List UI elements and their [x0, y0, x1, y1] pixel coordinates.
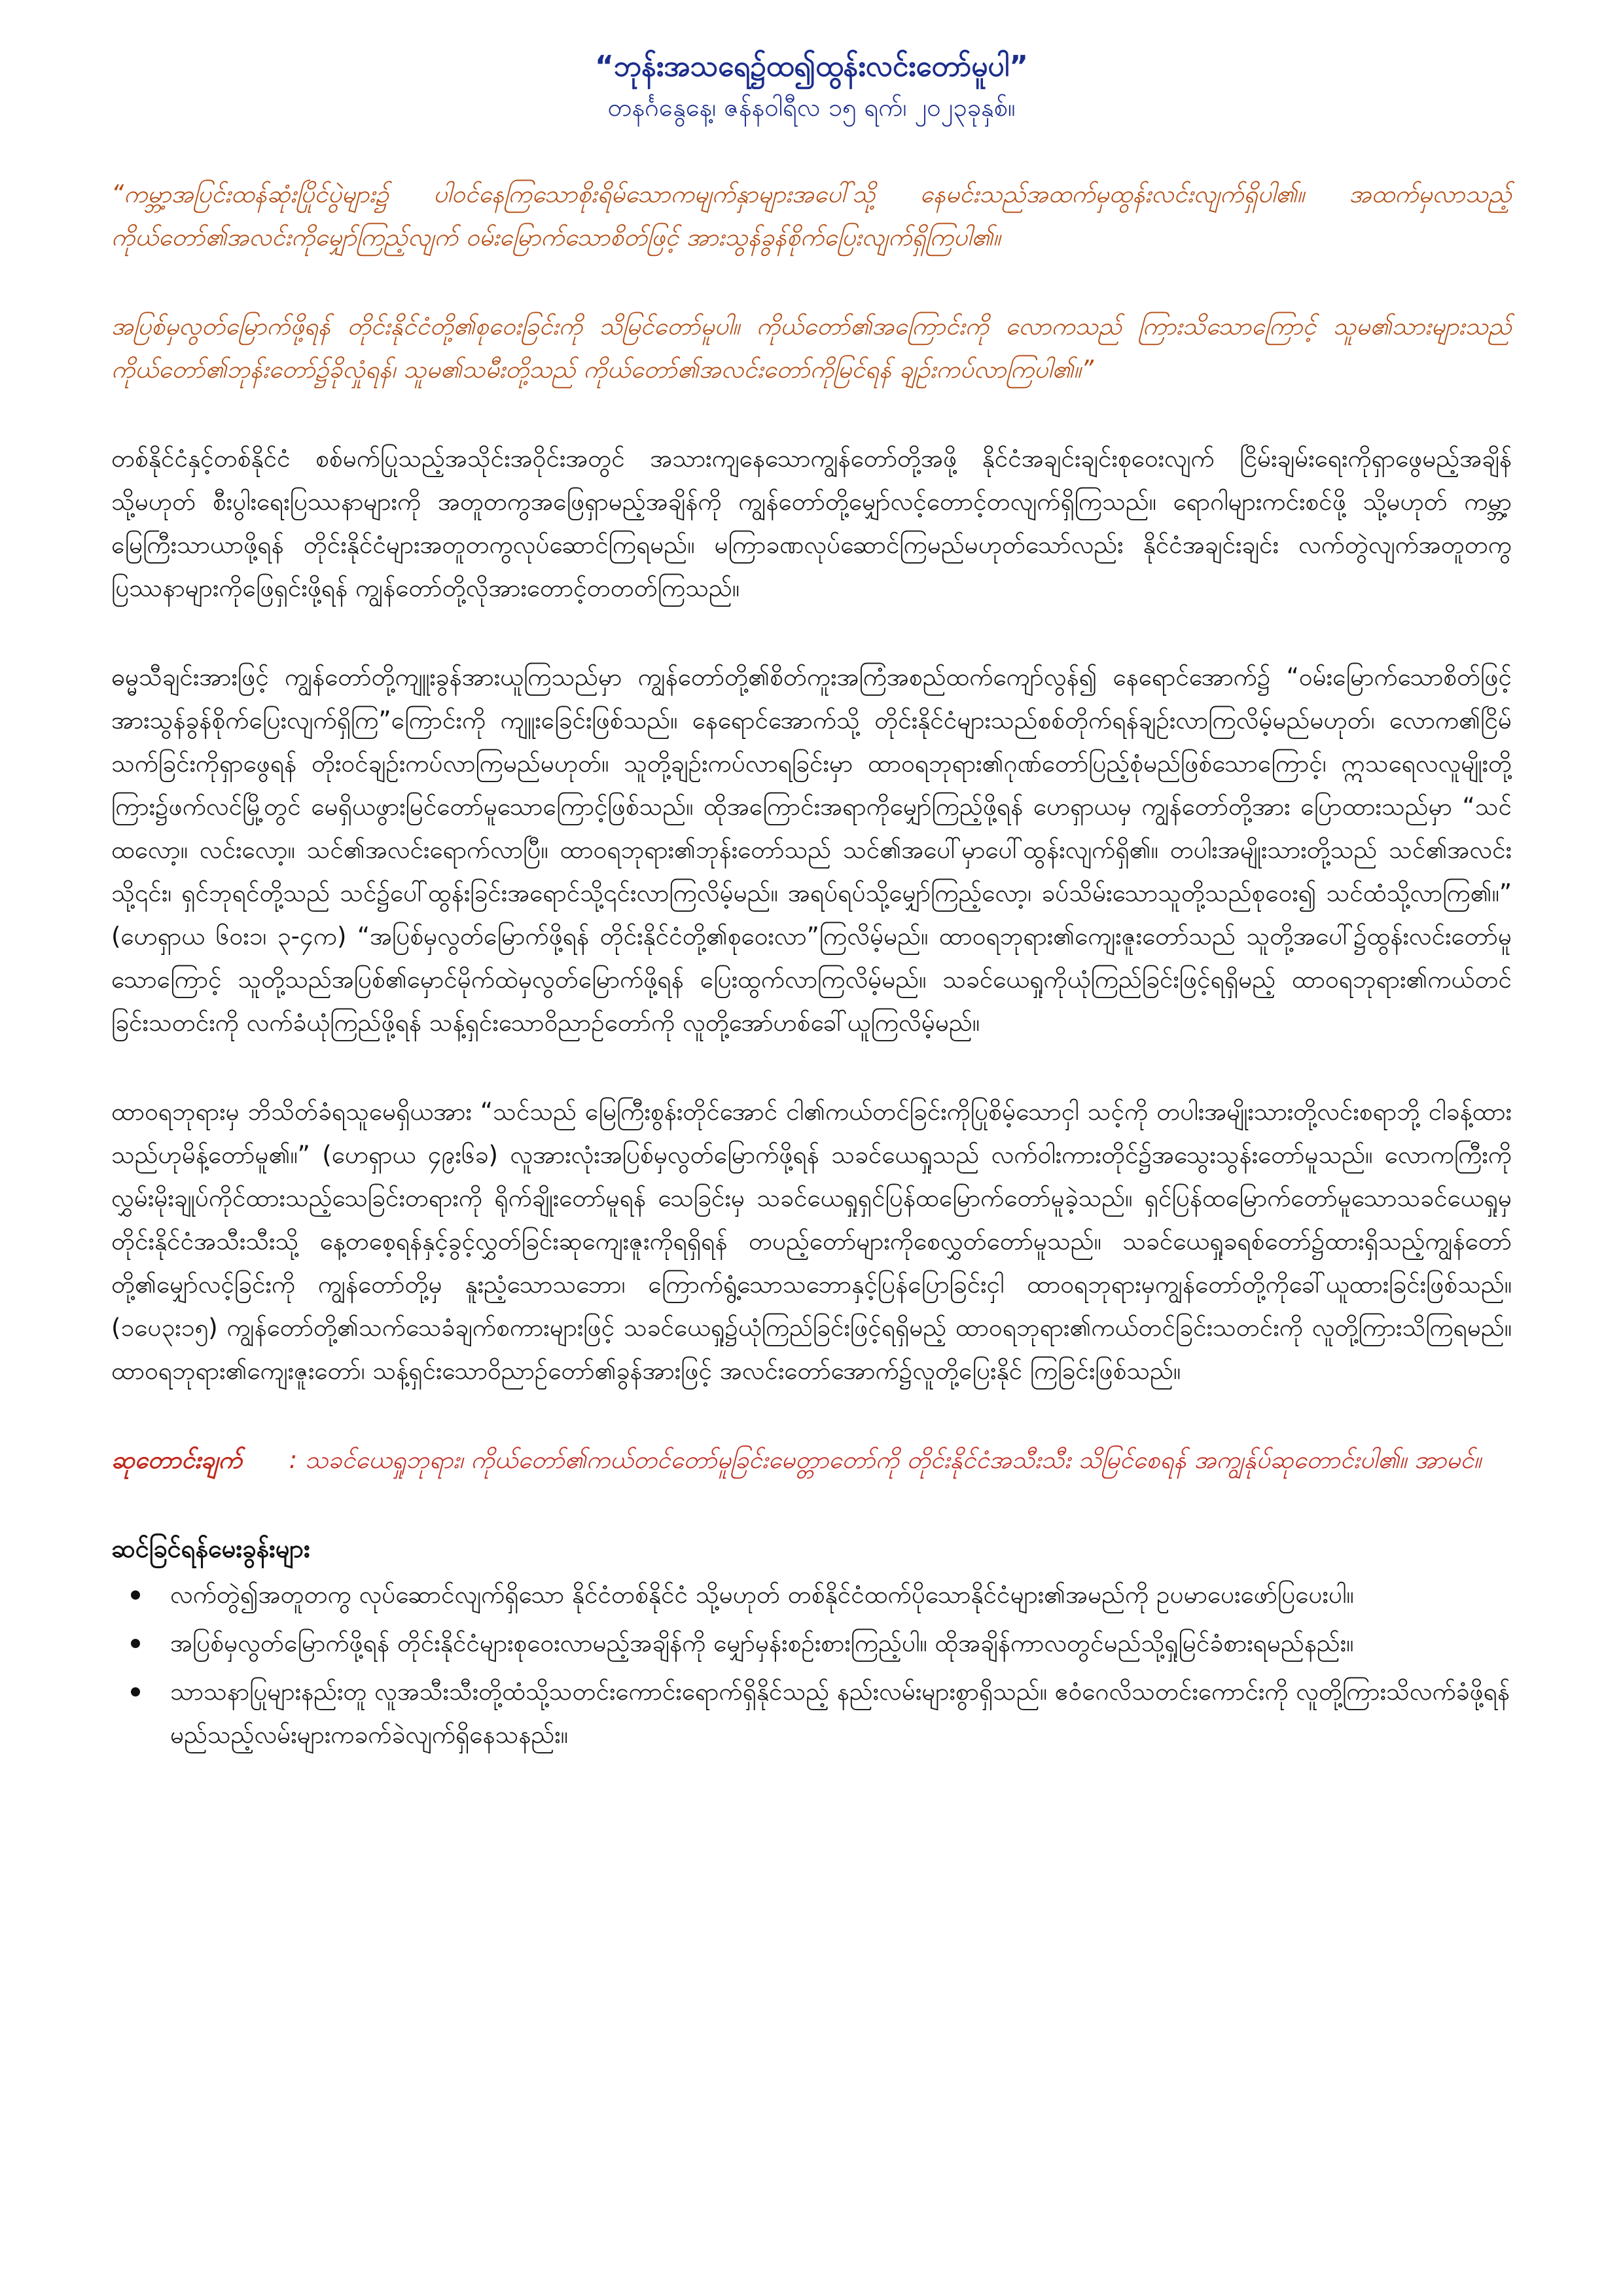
- list-item: [170, 1622, 1512, 1665]
- list-item: [170, 1573, 1512, 1617]
- body-paragraph-2: ဓမ္မသီချင်းအားဖြင့် ကျွန်တော်တို့ကျူးခွန်အားယူကြသည်မှာ ကျွန်တော်တို့၏စိတ်ကူးအကြံအစည်ထက်ကျော်လွန်၍ နေရောင်အောက်၌ “ဝမ်းမြောက်သောစိတ်ဖြင့် အားသွန်ခွန်စိုက်ပြေးလျက်ရှိကြ”ကြောင်းကို ကျူးခြေင်းဖြစ်သည်။ နေရောင်အောက်သို့ တိုင်းနိုင်ငံများသည်စစ်တိုက်ရန်ချဉ်းလာကြလိမ့်မည်မဟုတ်၊ လောက၏ငြိမ်သက်ခြင်းကိုရှာဖွေရန် တိုးဝင်ချဉ်းကပ်လာကြမည်မဟုတ်။ သူတို့ချဉ်းကပ်လာရခြင်းမှာ ထာဝရဘုရား၏ဂုဏ်တော်ပြည့်စုံမည်ဖြစ်သောကြောင့်၊ ဣသရေလလူမျိုးတို့ကြား၌ဖက်လင်မြို့တွင် မေရှိယဖွားမြင်တော်မူသောကြောင့်ဖြစ်သည်။ ထိုအကြောင်းအရာကိုမျှော်ကြည့်ဖို့ရန် ဟေရှာယမှ ကျွန်တော်တို့အား ပြောထားသည်မှာ “သင်ထလော့။ လင်းလော့။ သင်၏အလင်းရောက်လာပြီ။ ထာဝရဘုရား၏ဘုန်းတော်သည် သင်၏အပေါ်မှာပေါ်ထွန်းလျက်ရှိ၏။ တပါးအမျိုးသားတို့သည် သင်၏အလင်းသို့၎င်း၊ ရှင်ဘုရင်တို့သည် သင်၌ပေါ်ထွန်းခြင်းအရောင်သို့၎င်းလာကြလိမ့်မည်။ အရပ်ရပ်သို့မျှော်ကြည့်လော့၊ ခပ်သိမ်းသောသူတို့သည်စုဝေး၍ သင်ထံသို့လာကြ၏။” (ဟေရှာယ ၆၀း၁၊ ၃-၄က) “အပြစ်မှလွတ်မြောက်ဖို့ရန် တိုင်းနိုင်ငံတို့၏စုဝေးလာ”ကြလိမ့်မည်။ ထာဝရဘုရား၏ကျေးဇူးတော်သည် သူတို့အပေါ်၌ထွန်းလင်းတော်မူသောကြောင့် သူတို့သည်အပြစ်၏မှောင်မိုက်ထဲမှလွတ်မြောက်ဖို့ရန် ပြေးထွက်လာကြလိမ့်မည်။ သခင်ယေရှုကိုယုံကြည်ခြင်းဖြင့်ရရှိမည့် ထာဝရဘုရား၏ကယ်တင်ခြင်းသတင်းကို လက်ခံယုံကြည်ဖို့ရန် သန့်ရှင်းသောဝိညာဉ်တော်ကို လူတို့အော်ဟစ်ခေါ်ယူကြလိမ့်မည်။: [111, 663, 1512, 1037]
- questions-heading: ဆင်ခြင်ရန်မေးခွန်းများ: [111, 1534, 310, 1563]
- list-item: [170, 1670, 1512, 1757]
- document-title: “ဘုန်းအသရေ၌ထ၍ထွန်းလင်းတော်မူပါ”: [594, 50, 1029, 83]
- body-paragraph-3: ထာဝရဘုရားမှ ဘိသိတ်ခံရသူမေရှိယအား “သင်သည် မြေကြီးစွန်းတိုင်အောင် ငါ၏ကယ်တင်ခြင်းကိုပြုစိမ့်သောငှါ သင့်ကို တပါးအမျိုးသားတို့လင်းစရာဘို့ ငါခန့်ထားသည်ဟုမိန့်တော်မူ၏။” (ဟေရှာယ ၄၉း၆ခ) လူအားလုံးအပြစ်မှလွတ်မြောက်ဖို့ရန် သခင်ယေရှုသည် လက်ဝါးကားတိုင်၌အသွေးသွန်းတော်မူသည်။ လောကကြီးကို လွှမ်းမိုးချုပ်ကိုင်ထားသည့်သေခြင်းတရားကို ရိုက်ချိုးတော်မူရန် သေခြင်းမှ သခင်ယေရှုရှင်ပြန်ထမြောက်တော်မူခဲ့သည်။ ရှင်ပြန်ထမြောက်တော်မူသောသခင်ယေရှုမှ တိုင်းနိုင်ငံအသီးသီးသို့ နေ့တစေ့ရန်နှင့်ခွင့်လွှတ်ခြင်းဆုကျေးဇူးကိုရရှိရန် တပည့်တော်များကိုစေလွှတ်တော်မူသည်။ သခင်ယေရှုခရစ်တော်၌ထားရှိသည့်ကျွန်တော်တို့၏မျှော်လင့်ခြင်းကို ကျွန်တော်တို့မှ နူးညံ့သောသဘော၊ ကြောက်ရွံ့သောသဘောနှင့်ပြန်ပြောခြင်းငှါ ထာဝရဘုရားမှကျွန်တော်တို့ကိုခေါ်ယူထားခြင်းဖြစ်သည်။ (၁ပေ၃း၁၅) ကျွန်တော်တို့၏သက်သေခံချက်စကားများဖြင့် သခင်ယေရှု၌ယုံကြည်ခြင်းဖြင့်ရရှိမည့် ထာဝရဘုရား၏ကယ်တင်ခြင်းသတင်းကို လူတို့ကြားသိကြရမည်။ ထာဝရဘုရား၏ကျေးဇူးတော်၊ သန့်ရှင်းသောဝိညာဉ်တော်၏ခွန်အားဖြင့် အလင်းတော်အောက်၌လူတို့ပြေးနိုင် ကြခြင်းဖြစ်သည်။: [111, 1098, 1512, 1385]
- bullet-icon: [131, 1590, 140, 1600]
- opening-quote-2: အပြစ်မှလွတ်မြောက်ဖို့ရန် တိုင်းနိုင်ငံတို့၏စုဝေးခြင်းကို သိမြင်တော်မူပါ။ ကိုယ်တော်၏အကြောင်းကို လောကသည် ကြားသိသောကြောင့် သူမ၏သားများသည် ကိုယ်တော်၏ဘုန်းတော်၌ခိုလှုံရန်၊ သူမ၏သမီးတို့သည် ကိုယ်တော်၏အလင်းတော်ကိုမြင်ရန် ချဉ်းကပ်လာကြပါ၏။”: [111, 312, 1512, 384]
- bullet-icon: [131, 1639, 140, 1648]
- document-date: တနင်္ဂနွေနေ့၊ ဇန်နဝါရီလ ၁၅ ရက်၊ ၂၀၂၃ခုနှစ်။: [607, 93, 1016, 122]
- prayer-text: : သခင်ယေရှုဘုရား၊ ကိုယ်တော်၏ကယ်တင်တော်မူခြင်းမေတ္တာတော်ကို တိုင်းနိုင်ငံအသီးသီး သိမြင်စေရန် အကျွန်ုပ်ဆုတောင်းပါ၏။ အာမင်။: [289, 1446, 1482, 1474]
- body-paragraph-1: တစ်နိုင်ငံနှင့်တစ်နိုင်ငံ စစ်မက်ပြုသည့်အသိုင်းအဝိုင်းအတွင် အသားကျနေသောကျွန်တော်တို့အဖို့ နိုင်ငံအချင်းချင်းစုဝေးလျက် ငြိမ်းချမ်းရေးကိုရှာဖွေမည့်အချိန် သို့မဟုတ် စီးပွါးရေးပြဿနာများကို အတူတကွအဖြေရှာမည့်အချိန်ကို ကျွန်တော်တို့မျှော်လင့်တောင့်တလျက်ရှိကြသည်။ ရောဂါများကင်းစင်ဖို့ သို့မဟုတ် ကမ္ဘာ့မြေကြီးသာယာဖို့ရန် တိုင်းနိုင်ငံများအတူတကွလုပ်ဆောင်ကြရမည်။ မကြာခဏလုပ်ဆောင်ကြမည်မဟုတ်သော်လည်း နိုင်ငံအချင်းချင်း လက်တွဲလျက်အတူတကွပြဿနာများကိုဖြေရှင်းဖို့ရန် ကျွန်တော်တို့လိုအားတောင့်တတတ်ကြသည်။: [111, 444, 1512, 602]
- prayer-label: ဆုတောင်းချက်: [111, 1446, 242, 1474]
- opening-quote-1: “ကမ္ဘာ့အပြင်းထန်ဆုံးပြိုင်ပွဲများ၌ ပါဝင်နေကြသောစိုးရိမ်သောကမျက်နှာများအပေါ်သို့ နေမင်းသည်အထက်မှထွန်းလင်းလျက်ရှိပါ၏။ အထက်မှလာသည့်ကိုယ်တော်၏အလင်းကိုမျှော်ကြည့်လျက် ဝမ်းမြောက်သောစိတ်ဖြင့် အားသွန်ခွန်စိုက်ပြေးလျက်ရှိကြပါ၏။: [111, 180, 1512, 251]
- question-text: သာသနာပြုများနည်းတူ လူအသီးသီးတို့ထံသို့သတင်းကောင်းရောက်ရှိနိုင်သည့် နည်းလမ်းများစွာရှိသည်။ ဧဝံဂေလိသတင်းကောင်းကို လူတို့ကြားသိလက်ခံဖို့ရန် မည်သည့်လမ်းများကခက်ခဲလျက်ရှိနေသနည်း။: [170, 1677, 1510, 1749]
- question-text: အပြစ်မှလွတ်မြောက်ဖို့ရန် တိုင်းနိုင်ငံများစုဝေးလာမည့်အချိန်ကို မျှော်မှန်းစဉ်းစားကြည့်ပါ။ ထိုအချိန်ကာလတွင်မည်သို့ရှုမြင်ခံစားရမည်နည်း။: [170, 1629, 1354, 1657]
- question-text: လက်တွဲ၍အတူတကွ လုပ်ဆောင်လျက်ရှိသော နိုင်ငံတစ်နိုင်ငံ သို့မဟုတ် တစ်နိုင်ငံထက်ပိုသောနိုင်ငံများ၏အမည်ကို ဥပမာပေးဖော်ပြပေးပါ။: [170, 1581, 1354, 1609]
- prayer-block: [111, 1439, 1512, 1482]
- bullet-icon: [131, 1687, 140, 1696]
- questions-list: [111, 1573, 1512, 1757]
